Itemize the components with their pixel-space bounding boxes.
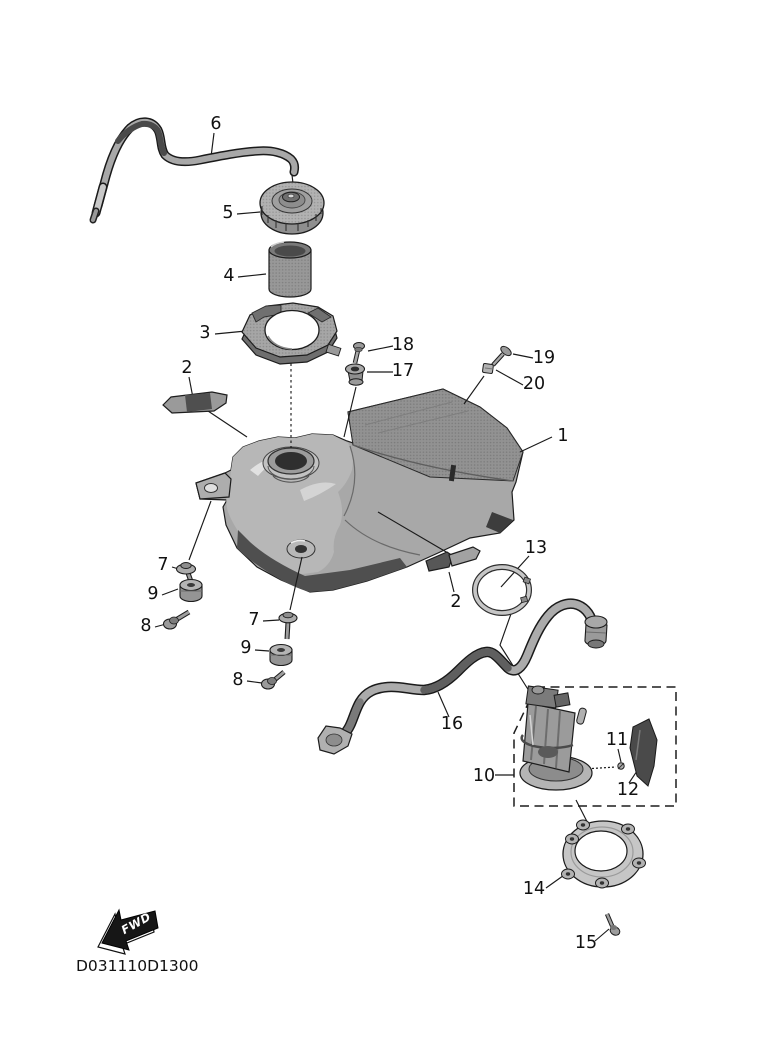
flange-bolt-8b xyxy=(262,672,285,689)
grommet-17 xyxy=(346,364,365,385)
callout-part-12: 12 xyxy=(616,780,640,800)
filler-gasket-cylinder xyxy=(269,242,311,297)
tank-left-mount-ear xyxy=(196,473,231,499)
rubber-collar-9b xyxy=(270,645,292,666)
washer-bolt-7b xyxy=(279,612,297,639)
fuel-pump-assembly xyxy=(520,686,592,790)
callout-part-13: 13 xyxy=(524,538,548,558)
spacer-nut-20 xyxy=(482,363,493,373)
pan-screw-18 xyxy=(354,343,365,364)
callout-part-20: 20 xyxy=(522,374,546,394)
callout-part-18: 18 xyxy=(391,335,415,355)
pump-retainer-ring xyxy=(562,820,646,888)
callout-part-17: 17 xyxy=(391,361,415,381)
fwd-arrow xyxy=(98,909,158,954)
callout-part-7a: 7 xyxy=(157,555,169,575)
drawing-code: D031110D1300 xyxy=(76,957,199,975)
callout-part-2b: 2 xyxy=(450,592,462,612)
filler-mount-plate xyxy=(242,303,341,364)
fuel-filler-cap xyxy=(260,182,324,234)
callout-part-8b: 8 xyxy=(232,670,244,690)
clip-11 xyxy=(618,763,624,769)
callout-part-16: 16 xyxy=(440,714,464,734)
callout-part-7b: 7 xyxy=(248,610,260,630)
fwd-arrow-label: FWD xyxy=(118,909,154,938)
bolt-15 xyxy=(607,914,621,937)
callout-part-14: 14 xyxy=(522,879,546,899)
callout-part-1: 1 xyxy=(557,426,569,446)
callout-part-9b: 9 xyxy=(240,638,252,658)
pan-screw-19 xyxy=(493,345,513,365)
callout-part-11: 11 xyxy=(605,730,629,750)
fuel-tank xyxy=(196,389,523,592)
hose-end-fitting-right xyxy=(585,616,607,648)
callout-part-9a: 9 xyxy=(147,584,159,604)
callout-part-6: 6 xyxy=(210,114,222,134)
rubber-collar-9a xyxy=(180,580,202,602)
tank-bottom-mount-ear xyxy=(287,540,315,558)
callout-part-8a: 8 xyxy=(140,616,152,636)
callout-part-3: 3 xyxy=(199,323,211,343)
o-ring-13 xyxy=(475,567,531,613)
callout-part-10: 10 xyxy=(472,766,496,786)
callout-part-5: 5 xyxy=(222,203,234,223)
damper-strip-upper xyxy=(163,392,227,413)
flange-bolt-8a xyxy=(164,612,190,629)
callout-part-2a: 2 xyxy=(181,358,193,378)
callout-part-19: 19 xyxy=(532,348,556,368)
callout-part-15: 15 xyxy=(574,933,598,953)
callout-part-4: 4 xyxy=(223,266,235,286)
